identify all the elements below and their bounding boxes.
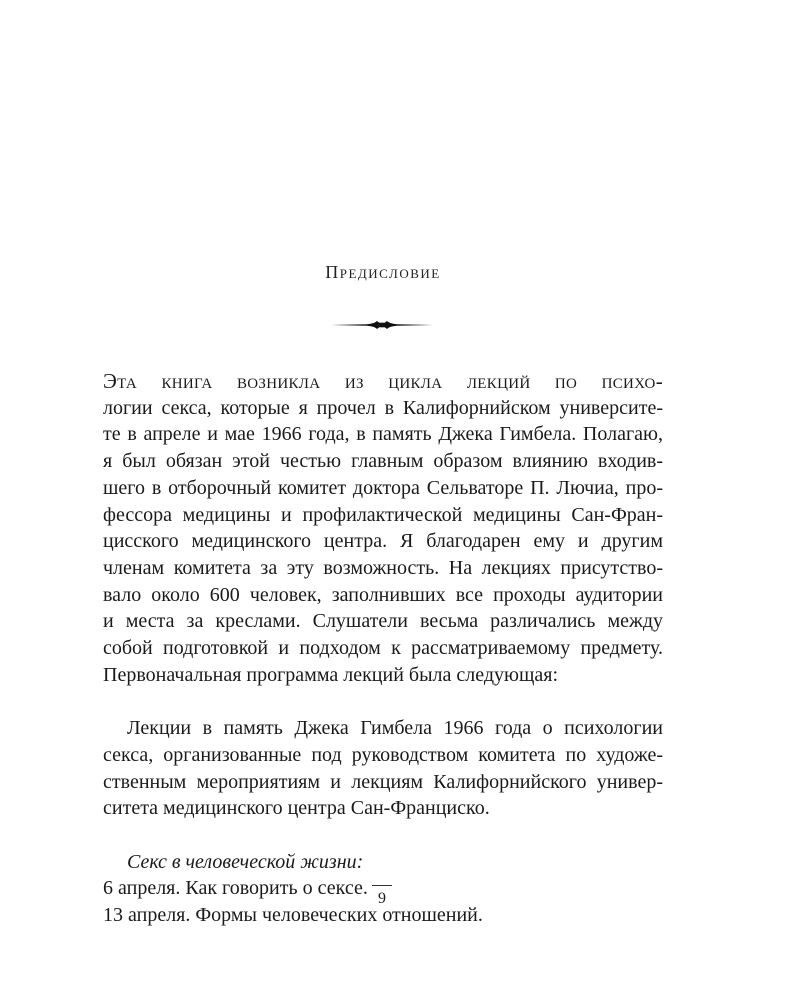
program-item: 13 апреля. Формы человеческих отношений.: [103, 904, 483, 927]
paragraph-gap: [103, 688, 663, 715]
paragraph-line: те в апреле и мае 1966 года, в память Джека Гимбела. Полагаю,: [103, 423, 663, 446]
paragraph-line: Лекции в память Джека Гимбела 1966 года о психологии: [127, 717, 663, 740]
paragraph-line: Первоначальная программа лекций была следующая:: [103, 663, 559, 686]
paragraph-line: логии секса, которые я прочел в Калифорнийском университе-: [103, 396, 663, 419]
paragraph-lead-line: Эта книга возникла из цикла лекций по психо-: [103, 369, 663, 393]
paragraph-line: ситета медицинского центра Сан-Франциско.: [103, 797, 490, 820]
paragraph-line: ственным мероприятиям и лекциям Калифорнийского универ-: [103, 770, 663, 793]
paragraph-line: я был обязан этой честью главным образом влиянию входив-: [103, 450, 663, 473]
paragraph-line: вало около 600 человек, заполнивших все проходы аудитории: [103, 583, 663, 606]
paragraph-line: собой подготовкой и подходом к рассматриваемому предмету.: [103, 637, 663, 660]
ornament-divider-icon: [331, 318, 433, 332]
paragraph-line: шего в отборочный комитет доктора Сельваторе П. Лючиа, про-: [103, 476, 663, 499]
paragraph-line: фессора медицины и профилактической медицины Сан-Фран-: [103, 503, 663, 526]
page-number-rule: [372, 885, 392, 886]
program-heading: Секс в человеческой жизни:: [127, 850, 364, 873]
paragraph-line: секса, организованные под руководством комитета по художе-: [103, 743, 663, 766]
chapter-title: Предисловие: [325, 262, 441, 282]
program-item: 6 апреля. Как говорить о сексе.: [103, 877, 368, 900]
page-number: 9: [378, 890, 386, 907]
paragraph-line: и места за креслами. Слушатели весьма различались между: [103, 610, 663, 633]
paragraph-line: цисского медицинского центра. Я благодарен ему и другим: [103, 530, 663, 553]
body-text: [103, 368, 663, 929]
paragraph-line: членам комитета за эту возможность. На лекциях присутство-: [103, 556, 663, 579]
paragraph-gap: [103, 822, 663, 849]
